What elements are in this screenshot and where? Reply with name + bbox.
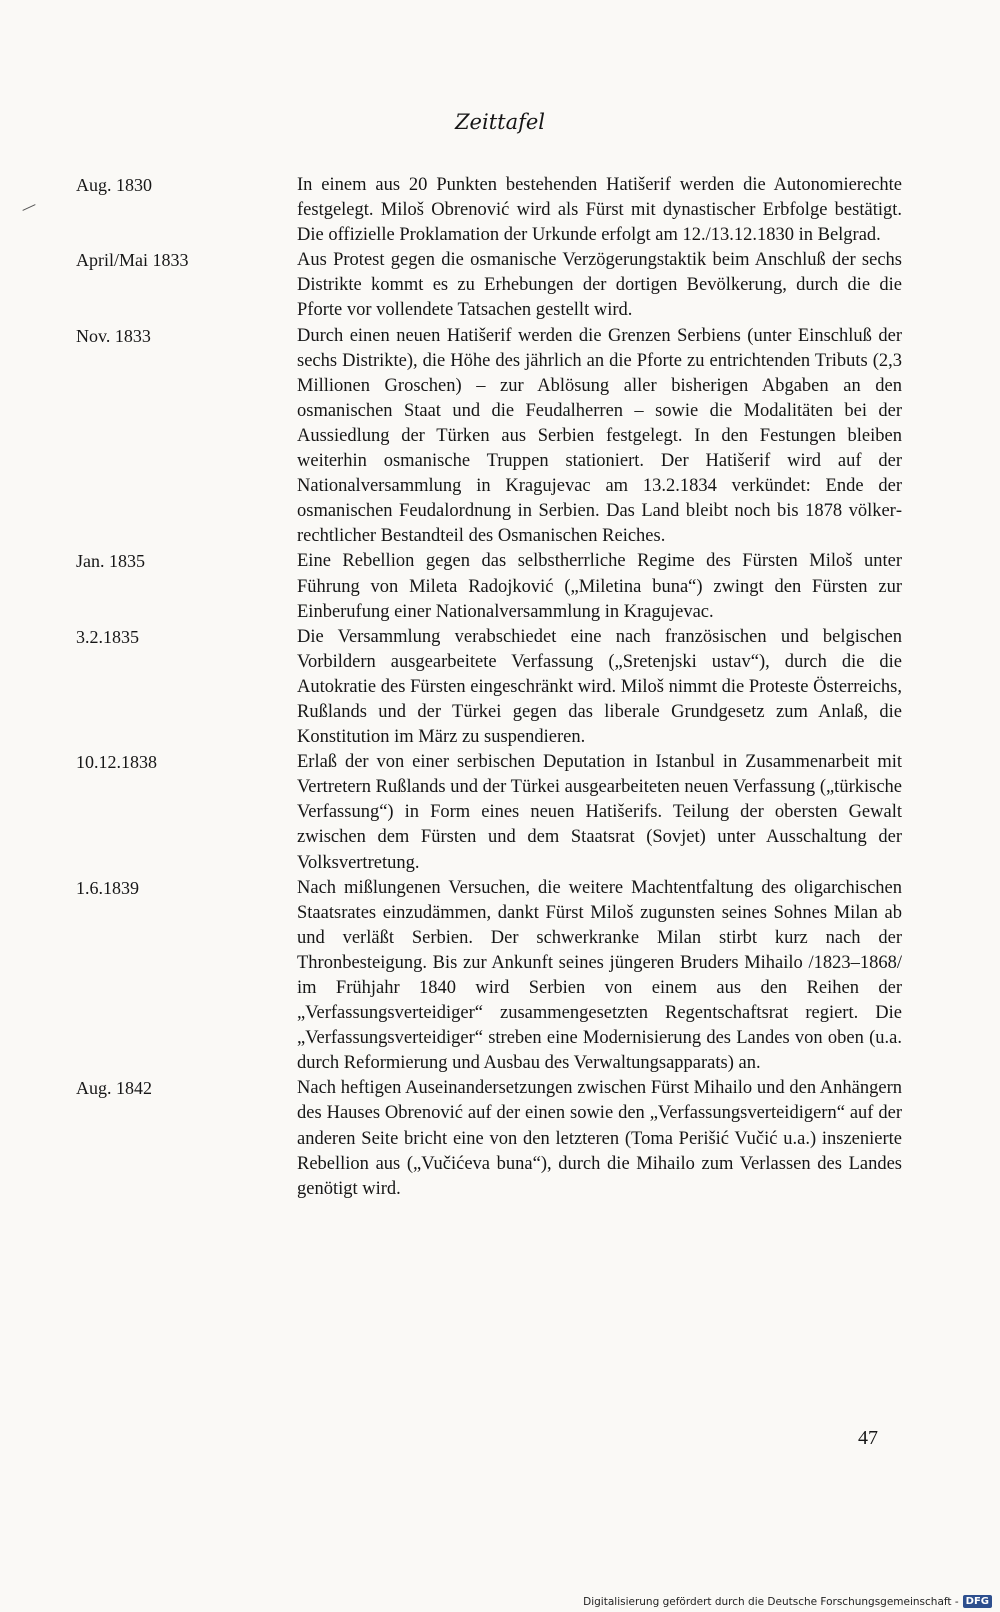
timeline-entry: [76, 324, 902, 550]
entry-text: Nach mißlungenen Versuchen, die weitere Machtentfaltung des oligarchischen Staatsrates einzudämmen, dankt Fürst Miloš zugunsten seines Sohnes Milan ab und verläßt Serbien. Der schwerkranke Milan stirbt kurz nach der Thronbesteigung. Bis zur Ankunft seines jüngeren Bruders Mihailo /1823–1868/ im Frühjahr 1840 wird Serbien von einem aus den Reihen der „Verfassungsverteidiger“ zusammengesetzten Regentschaftsrat regiert. Die „Verfassungsverteidiger“ streben eine Modernisierung des Landes von oben (u.a. durch Reformierung und Ausbau des Verwaltungsapparats) an.: [297, 877, 902, 1074]
entry-text: Erlaß der von einer serbischen Deputation in Istanbul in Zusammenarbeit mit Vertretern Rußlands und der Türkei ausgearbeiteten neuen Verfassung („türkische Verfassung“) in Form eines neuen Hatišerifs. Teilung der obersten Gewalt zwischen dem Fürsten und dem Staatsrat (Sovjet) unter Ausschaltung der Volksvertretung.: [297, 752, 902, 873]
timeline-entry: [76, 549, 902, 624]
entry-text: Durch einen neuen Hatišerif werden die Grenzen Serbiens (unter Einschluß der sechs Distrikte), die Höhe des jährlich an die Pforte zu entrichtenden Tributs (2,3 Millionen Groschen) – zur Ablösung aller bisherigen Abgaben an den osmanischen Staat und die Feudalherren – sowie die Modalitäten bei der Aussiedlung der Türken aus Serbien festgelegt. In den Festungen bleiben weiterhin osmanische Truppen stationiert. Der Hatišerif wird auf der Nationalversammlung in Kragujevac am 13.2.1834 verkündet: Ende der osmanischen Feudalordnung in Serbien. Das Land bleibt noch bis 1878 völkerrechtlicher Bestandteil des Osmanischen Reiches.: [297, 325, 902, 547]
entry-date: Aug. 1842: [76, 1078, 152, 1099]
timeline-entry: [76, 1076, 902, 1201]
entry-date: April/Mai 1833: [76, 250, 189, 271]
entry-date: 1.6.1839: [76, 877, 139, 898]
margin-mark: [22, 204, 35, 211]
timeline-entry: [76, 876, 902, 1077]
digitization-footer: [583, 1595, 992, 1608]
dfg-logo: DFG: [963, 1595, 992, 1608]
entry-date: Aug. 1830: [76, 175, 152, 195]
timeline-entry: [76, 173, 902, 248]
entry-date: Nov. 1833: [76, 325, 151, 346]
entry-text: Eine Rebellion gegen das selbstherrliche Regime des Fürsten Miloš unter Führung von Mileta Radojković („Miletina buna“) zwingt den Fürsten zur Einberufung einer Nationalversammlung in Kragujevac.: [297, 551, 902, 622]
footer-text: Digitalisierung gefördert durch die Deutsche Forschungsgemeinschaft -: [583, 1595, 959, 1608]
page-title: Zeittafel: [454, 110, 546, 134]
entry-text: Nach heftigen Auseinandersetzungen zwischen Fürst Mihailo und den Anhängern des Hauses Obrenović auf der einen sowie den „Verfassungsverteidigern“ auf der anderen Seite bricht eine von den letzteren (Toma Perišić Vučić u.a.) inszenierte Rebellion aus („Vučićeva buna“), durch die Mihailo zum Verlassen des Landes genötigt wird.: [297, 1078, 902, 1199]
entry-date: Jan. 1835: [76, 551, 145, 572]
page-number: 47: [858, 1427, 878, 1449]
timeline-entry: [76, 248, 902, 323]
timeline-entry: [76, 625, 902, 750]
timeline: [76, 173, 902, 1202]
entry-text: In einem aus 20 Punkten bestehenden Hatišerif werden die Autonomierechte festgelegt. Miloš Obrenović wird als Fürst mit dynastischer Erbfolge bestätigt. Die offizielle Proklamation der Urkunde erfolgt am 12./13.12.1830 in Belgrad.: [297, 175, 902, 246]
entry-date: 3.2.1835: [76, 626, 139, 647]
entry-text: Aus Protest gegen die osmanische Verzögerungstaktik beim Anschluß der sechs Distrikte kommt es zu Erhebungen der dortigen Bevölkerung, durch die die Pforte vor vollendete Tatsachen gestellt wird.: [297, 250, 902, 321]
entry-date: 10.12.1838: [76, 752, 157, 773]
entry-text: Die Versammlung verabschiedet eine nach französischen und belgischen Vorbildern ausgearbeitete Verfassung („Sretenjski ustav“), durch die die Autokratie des Fürsten eingeschränkt wird. Miloš nimmt die Proteste Österreichs, Rußlands und der Türkei gegen das liberale Grundgesetz zum Anlaß, die Konstitution im März zu suspendieren.: [297, 626, 902, 748]
timeline-entry: [76, 750, 902, 875]
